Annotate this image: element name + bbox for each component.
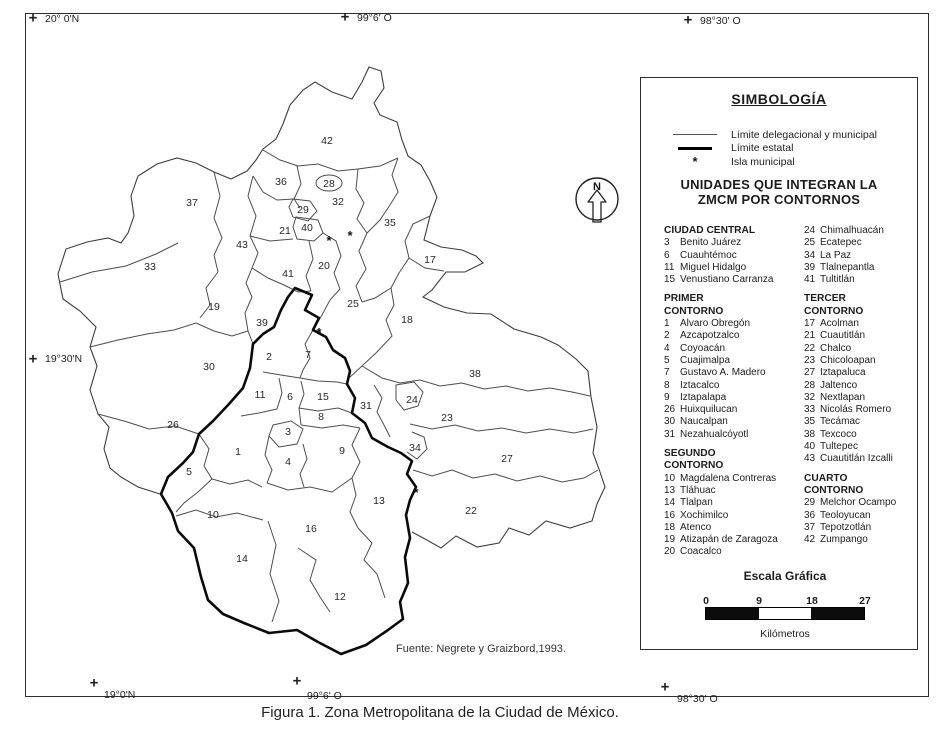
legend-list-item <box>664 250 802 262</box>
legend-list-item <box>664 355 802 367</box>
legend-list-item <box>804 429 916 441</box>
legend-list-item <box>664 510 802 522</box>
municipality-name: Miguel Hidalgo <box>680 261 747 273</box>
map-region-number: 22 <box>465 505 477 517</box>
legend-symbol-row <box>669 155 899 169</box>
municipality-number: 25 <box>804 237 816 249</box>
map-region-number: 24 <box>406 394 418 406</box>
municipality-name: Azcapotzalco <box>680 330 740 342</box>
map-region-number: 39 <box>256 317 268 329</box>
legend-column-right <box>804 225 916 553</box>
map-region-number: 11 <box>254 389 266 401</box>
map-region-number: 14 <box>236 553 248 565</box>
map-region-number: 10 <box>207 509 219 521</box>
municipality-name: Iztacalco <box>680 379 720 391</box>
municipality-name: Texcoco <box>820 428 857 440</box>
scale-tick: 18 <box>806 595 818 607</box>
legend-list-item <box>804 225 916 237</box>
map-region-number: 31 <box>360 400 372 412</box>
island-marker-icon: * <box>316 325 322 340</box>
map-region-number: 15 <box>317 391 329 403</box>
municipality-number: 13 <box>664 484 676 496</box>
map-region-number: 16 <box>305 523 317 535</box>
map-region-number: 43 <box>236 239 248 251</box>
island-marker-icon: * <box>347 228 353 243</box>
municipality-name: Melchor Ocampo <box>820 497 897 509</box>
coordinate-label-bottom-left: 19°0'N <box>104 689 136 701</box>
legend-box <box>640 77 918 650</box>
legend-list-item <box>804 318 916 330</box>
legend-column-left <box>664 225 802 566</box>
scale-unit: Kilómetros <box>760 628 810 640</box>
municipality-number: 15 <box>664 274 676 286</box>
map-region-number: 13 <box>373 495 385 507</box>
map-region-number: 5 <box>186 466 192 478</box>
plus-mark: + <box>28 9 38 27</box>
thin-line-icon <box>669 134 721 135</box>
legend-list-item <box>664 392 802 404</box>
north-arrow <box>576 178 618 222</box>
legend-section <box>664 448 802 559</box>
legend-list-item <box>804 367 916 379</box>
scale-bar <box>705 607 865 620</box>
coordinate-label-top-center: 99°6' O <box>357 12 392 24</box>
municipal-limits <box>60 150 598 622</box>
legend-section <box>804 293 916 465</box>
municipality-name: Cuauhtémoc <box>680 249 737 261</box>
legend-section-heading: CUARTO <box>804 472 848 484</box>
municipality-number: 11 <box>664 261 675 273</box>
municipality-name: Xochimilco <box>680 509 729 521</box>
legend-list-item <box>664 522 802 534</box>
scale-tick: 0 <box>703 595 709 607</box>
coordinate-label-top-left: 20° 0'N <box>45 13 80 25</box>
municipality-name: Tlalpan <box>680 497 713 509</box>
municipality-number: 6 <box>664 249 670 261</box>
map-region-number: 6 <box>287 391 293 403</box>
municipality-number: 22 <box>804 342 816 354</box>
municipality-number: 32 <box>804 391 816 403</box>
source-note: Fuente: Negrete y Graizbord,1993. <box>396 643 566 655</box>
municipality-number: 10 <box>664 472 676 484</box>
municipality-name: Naucalpan <box>680 416 728 428</box>
municipality-number: 40 <box>804 441 816 453</box>
legend-list-item <box>804 343 916 355</box>
municipality-number: 30 <box>664 416 676 428</box>
map-region-number: 9 <box>339 445 345 457</box>
municipality-number: 43 <box>804 453 816 465</box>
legend-section-heading: SEGUNDO <box>664 448 716 460</box>
plus-mark: + <box>683 11 693 29</box>
map-region-number: 32 <box>332 196 344 208</box>
legend-list-item <box>804 380 916 392</box>
map-region-number: 36 <box>275 176 287 188</box>
legend-list-item <box>664 330 802 342</box>
municipality-name: Chalco <box>820 342 852 354</box>
municipality-number: 28 <box>804 379 816 391</box>
municipality-number: 23 <box>804 354 816 366</box>
municipality-name: Tecámac <box>820 416 861 428</box>
map-region-number: 1 <box>235 446 241 458</box>
legend-list-item <box>804 453 916 465</box>
legend-section <box>804 473 916 547</box>
municipality-number: 38 <box>804 428 816 440</box>
municipality-name: Acolman <box>820 318 859 330</box>
municipality-name: Ecatepec <box>820 237 862 249</box>
map-region-number: 8 <box>318 411 324 423</box>
map-region-number: 26 <box>167 419 179 431</box>
municipality-number: 37 <box>804 521 816 533</box>
municipality-number: 35 <box>804 416 816 428</box>
map-region-number: 17 <box>424 254 436 266</box>
municipality-name: Coacalco <box>680 546 722 558</box>
map-region-number: 18 <box>401 314 413 326</box>
municipality-name: Nicolás Romero <box>820 404 892 416</box>
scale-bar-segment <box>759 608 812 619</box>
legend-section-heading: CONTORNO <box>804 484 864 496</box>
municipality-number: 18 <box>664 521 676 533</box>
plus-mark: + <box>89 674 99 692</box>
map-region-number: 27 <box>501 453 513 465</box>
legend-symbol-label: Límite estatal <box>731 142 794 155</box>
legend-section-heading: CONTORNO <box>804 305 864 317</box>
municipality-number: 21 <box>804 330 816 342</box>
municipality-name: Tlalnepantla <box>820 261 875 273</box>
municipality-number: 4 <box>664 342 670 354</box>
plus-mark: + <box>340 8 350 26</box>
legend-list-item <box>804 416 916 428</box>
municipality-name: Iztapalapa <box>680 391 727 403</box>
legend-list-item <box>664 318 802 330</box>
municipality-number: 24 <box>804 225 816 236</box>
legend-list-item <box>804 355 916 367</box>
legend-section-heading: CONTORNO <box>664 305 724 317</box>
map-region-number: 23 <box>441 412 453 424</box>
municipality-name: Cuautitlán <box>820 330 866 342</box>
legend-list-item <box>804 534 916 546</box>
map-region-number: 20 <box>318 260 330 272</box>
map-region-number: 38 <box>469 368 481 380</box>
municipality-number: 42 <box>804 534 816 546</box>
municipality-name: Teoloyucan <box>820 509 871 521</box>
legend-list-item <box>664 404 802 416</box>
asterisk-icon: * <box>692 153 698 169</box>
legend-symbol-label: Isla municipal <box>731 155 795 168</box>
map-region-number: 3 <box>285 426 291 438</box>
map-region-number: 25 <box>347 298 359 310</box>
map-region-number: 40 <box>301 222 313 234</box>
north-arrow-icon <box>588 190 606 222</box>
coordinate-label-top-right: 98°30' O <box>700 15 741 27</box>
legend-list-item <box>804 497 916 509</box>
municipality-number: 8 <box>664 379 670 391</box>
municipality-name: Tultitlán <box>820 274 855 286</box>
municipality-name: Cuajimalpa <box>680 354 731 366</box>
municipality-number: 36 <box>804 509 816 521</box>
municipality-number: 33 <box>804 404 816 416</box>
map-region-number: 7 <box>305 349 311 361</box>
municipality-number: 20 <box>664 546 676 558</box>
map-region-number: 4 <box>285 456 291 468</box>
legend-section <box>804 225 916 286</box>
legend-section <box>664 293 802 441</box>
legend-list-item <box>664 343 802 355</box>
legend-subtitle-line2: ZMCM POR CONTORNOS <box>697 192 861 207</box>
legend-list-item <box>804 404 916 416</box>
municipality-name: Atenco <box>680 521 712 533</box>
municipality-number: 26 <box>664 404 676 416</box>
scale-tick: 27 <box>859 595 871 607</box>
legend-list-item <box>664 534 802 546</box>
legend-list-item <box>804 330 916 342</box>
scale-bar-segment <box>706 608 759 619</box>
municipality-number: 1 <box>664 318 670 330</box>
island-marker-icon: * <box>413 485 419 500</box>
map-region-number: 41 <box>282 268 294 280</box>
legend-subtitle-line1: UNIDADES QUE INTEGRAN LA <box>680 177 878 192</box>
map-region-number: 34 <box>409 442 421 454</box>
municipality-name: Chimalhuacán <box>820 225 884 236</box>
legend-section-heading: CIUDAD CENTRAL <box>664 225 756 236</box>
municipality-name: Tultepec <box>820 441 858 453</box>
map-labels <box>144 135 513 603</box>
municipality-name: Atizapán de Zaragoza <box>680 534 778 546</box>
municipality-number: 39 <box>804 261 816 273</box>
municipality-name: Nezahualcóyotl <box>680 428 749 440</box>
legend-list-item <box>664 262 802 274</box>
legend-section-heading: CONTORNO <box>664 460 724 472</box>
map-outer-boundary <box>290 67 605 548</box>
municipality-name: Jaltenco <box>820 379 858 391</box>
municipality-number: 19 <box>664 534 676 546</box>
legend-list-item <box>804 250 916 262</box>
map-outer-boundary-west <box>58 105 290 494</box>
municipality-number: 16 <box>664 509 676 521</box>
municipality-number: 14 <box>664 497 676 509</box>
municipality-number: 27 <box>804 367 816 379</box>
legend-list-item <box>664 429 802 441</box>
legend-list-item <box>664 416 802 428</box>
plus-mark: + <box>28 350 38 368</box>
legend-list-item <box>804 262 916 274</box>
municipality-number: 5 <box>664 354 670 366</box>
municipality-number: 17 <box>804 318 816 330</box>
north-arrow-label: N <box>593 181 601 193</box>
legend-list-item <box>804 441 916 453</box>
municipality-name: Alvaro Obregón <box>680 318 751 330</box>
municipality-name: Benito Juárez <box>680 237 742 249</box>
legend-list-item <box>664 237 802 249</box>
island-marker-icon: * <box>326 233 332 248</box>
municipality-name: Magdalena Contreras <box>680 472 777 484</box>
legend-list-item <box>664 497 802 509</box>
legend-list-item <box>664 274 802 286</box>
map-region-number: 37 <box>186 197 198 209</box>
map-region-number: 19 <box>208 301 220 313</box>
municipality-name: Gustavo A. Madero <box>680 367 766 379</box>
legend-list-item <box>664 367 802 379</box>
map-region-number: 2 <box>266 351 272 363</box>
legend-list-item <box>664 380 802 392</box>
municipality-number: 9 <box>664 391 670 403</box>
scale-title: Escala Gráfica <box>743 569 827 583</box>
municipality-number: 2 <box>664 330 670 342</box>
map-region-number: 12 <box>334 591 346 603</box>
coordinate-label-bottom-right: 98°30' O <box>677 693 718 705</box>
municipality-name: Iztapaluca <box>820 367 866 379</box>
municipality-number: 41 <box>804 274 816 286</box>
municipality-number: 3 <box>664 237 670 249</box>
coordinate-label-mid-left: 19°30'N <box>45 353 83 365</box>
map-region-number: 28 <box>323 178 335 190</box>
municipality-name: Zumpango <box>820 534 868 546</box>
legend-list-item <box>804 237 916 249</box>
municipality-number: 31 <box>664 428 676 440</box>
municipality-name: La Paz <box>820 249 852 261</box>
map-region-number: 30 <box>203 361 215 373</box>
map-region-number: 35 <box>384 217 396 229</box>
legend-section-heading: TERCER <box>804 293 846 305</box>
legend-section-heading: PRIMER <box>664 293 704 305</box>
municipality-name: Venustiano Carranza <box>680 274 774 286</box>
municipality-name: Nextlapan <box>820 391 866 403</box>
legend-list-item <box>804 510 916 522</box>
map-region-number: 33 <box>144 261 156 273</box>
plus-mark: + <box>292 672 302 690</box>
municipality-name: Huixquilucan <box>680 404 738 416</box>
legend-symbol-label: Límite delegacional y municipal <box>731 128 877 141</box>
legend-list-item <box>804 392 916 404</box>
municipality-name: Tláhuac <box>680 484 716 496</box>
municipality-number: 29 <box>804 497 816 509</box>
legend-title: SIMBOLOGÍA <box>731 91 827 107</box>
legend-list-item <box>664 485 802 497</box>
municipality-name: Cuautitlán Izcalli <box>820 453 893 465</box>
plus-mark: + <box>660 678 670 696</box>
thick-line-icon <box>669 147 721 150</box>
map-region-number: 21 <box>279 225 291 237</box>
figure-caption: Figura 1. Zona Metropolitana de la Ciudad de México. <box>261 704 619 721</box>
municipality-name: Coyoacán <box>680 342 726 354</box>
coordinate-label-bottom-center: 99°6' O <box>307 690 342 702</box>
scale-tick: 9 <box>756 595 762 607</box>
legend-list-item <box>804 522 916 534</box>
map-region-number: 42 <box>321 135 333 147</box>
scale-bar-segment <box>811 608 864 619</box>
municipality-name: Tepotzotlán <box>820 521 872 533</box>
state-limit-line <box>161 288 416 654</box>
municipality-number: 7 <box>664 367 670 379</box>
legend-symbols <box>669 128 899 169</box>
legend-symbol-row <box>669 142 899 156</box>
legend-list-item <box>804 274 916 286</box>
legend-section <box>664 225 802 286</box>
municipality-name: Chicoloapan <box>820 354 876 366</box>
legend-list-item <box>664 473 802 485</box>
legend-list-item <box>664 546 802 558</box>
map-region-number: 29 <box>297 204 309 216</box>
legend-symbol-row <box>669 128 899 142</box>
municipality-number: 34 <box>804 249 816 261</box>
